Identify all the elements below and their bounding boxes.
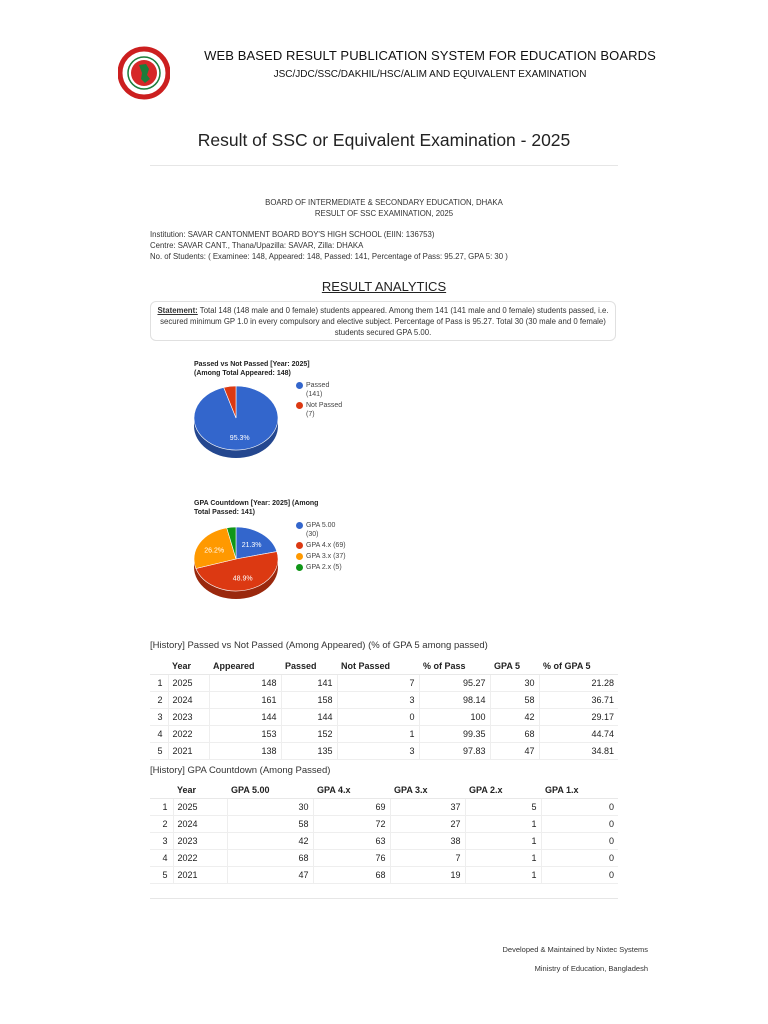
table-cell: 5 [150,743,168,760]
table-cell: 2 [150,692,168,709]
table-cell: 34.81 [539,743,618,760]
table-cell: 0 [337,709,419,726]
table-cell: 1 [150,799,173,816]
table-cell: 47 [490,743,539,760]
table-cell: 97.83 [419,743,490,760]
table-cell: 0 [541,850,618,867]
centre-line: Centre: SAVAR CANT., Thana/Upazilla: SAVAR, Zilla: DHAKA [150,241,364,250]
column-header: % of Pass [419,657,490,675]
table-cell: 3 [150,833,173,850]
table-cell: 3 [337,692,419,709]
table-cell: 5 [150,867,173,884]
table-cell: 1 [337,726,419,743]
institution-line: Institution: SAVAR CANTONMENT BOARD BOY'S HIGH SCHOOL (EIIN: 136753) [150,230,435,239]
legend-label: Passed (141) [306,382,330,398]
table-cell: 2 [150,816,173,833]
table-cell: 2022 [168,726,209,743]
table-cell: 42 [227,833,313,850]
table-cell: 5 [465,799,541,816]
table-cell: 1 [465,833,541,850]
table-cell: 0 [541,816,618,833]
table-cell: 7 [337,675,419,692]
divider-bottom [150,898,618,899]
column-header: Year [173,781,227,799]
board-name: BOARD OF INTERMEDIATE & SECONDARY EDUCATION, DHAKA [265,198,503,207]
table-cell: 153 [209,726,281,743]
legend-label: GPA 3.x (37) [306,553,346,560]
column-header: GPA 3.x [390,781,465,799]
column-header: GPA 4.x [313,781,390,799]
table-cell: 0 [541,799,618,816]
table-cell: 2022 [173,850,227,867]
chart1-svg [190,382,290,470]
table-cell: 0 [541,833,618,850]
table-cell: 44.74 [539,726,618,743]
legend-label: GPA 4.x (69) [306,542,346,549]
column-header: GPA 1.x [541,781,618,799]
table-cell: 21.28 [539,675,618,692]
table-cell: 58 [227,816,313,833]
analytics-title: RESULT ANALYTICS [321,279,447,294]
header-subtitle: JSC/JDC/SSC/DAKHIL/HSC/ALIM AND EQUIVALENT EXAMINATION [273,69,587,80]
column-header: Year [168,657,209,675]
table-cell: 2024 [168,692,209,709]
history-pass-table [150,657,618,760]
table-cell: 95.27 [419,675,490,692]
table-cell: 0 [541,867,618,884]
column-header: Passed [281,657,337,675]
table-cell: 30 [490,675,539,692]
divider [150,165,618,166]
table-cell: 2021 [168,743,209,760]
table-row [150,816,618,833]
table-cell: 144 [281,709,337,726]
column-header [150,781,173,799]
pie-slice-label: 48.9% [232,575,253,583]
header-title: WEB BASED RESULT PUBLICATION SYSTEM FOR EDUCATION BOARDS [204,48,656,63]
table-cell: 158 [281,692,337,709]
table-cell: 161 [209,692,281,709]
legend-label: GPA 5.00 (30) [306,522,336,538]
table1-container [150,657,618,760]
column-header: Appeared [209,657,281,675]
table-cell: 68 [313,867,390,884]
legend-swatch [296,382,303,389]
table-cell: 2023 [168,709,209,726]
table2-caption: [History] GPA Countdown (Among Passed) [150,765,331,776]
students-line: No. of Students: ( Examinee: 148, Appeared: 148, Passed: 141, Percentage of Pass: 95.27, GPA 5: 30 ) [150,252,508,261]
pie-slice-label: 21.3% [241,541,262,549]
legend-label: GPA 2.x (5) [306,564,342,571]
table-cell: 3 [337,743,419,760]
table-cell: 98.14 [419,692,490,709]
table-cell: 36.71 [539,692,618,709]
legend-item [296,401,346,419]
table-row [150,799,618,816]
table-cell: 100 [419,709,490,726]
government-seal-logo [118,45,170,101]
institution-info [150,229,618,262]
legend-swatch [296,553,303,560]
table-row [150,743,618,760]
table-row [150,726,618,743]
table-cell: 30 [227,799,313,816]
table-cell: 135 [281,743,337,760]
table-cell: 63 [313,833,390,850]
table-cell: 2024 [173,816,227,833]
table-cell: 148 [209,675,281,692]
table-row [150,867,618,884]
table-cell: 3 [150,709,168,726]
legend-item [296,381,346,399]
legend-swatch [296,564,303,571]
column-header: GPA 5.00 [227,781,313,799]
legend-swatch [296,402,303,409]
column-header: GPA 5 [490,657,539,675]
table-cell: 141 [281,675,337,692]
table-cell: 69 [313,799,390,816]
table-cell: 144 [209,709,281,726]
table-cell: 42 [490,709,539,726]
table-cell: 38 [390,833,465,850]
table-row [150,833,618,850]
board-heading [150,197,618,219]
legend-item [296,563,346,572]
statement-text: Total 148 (148 male and 0 female) students appeared. Among them 141 (141 male and 0 female) students passed, i.e. secured minimum GP 1.0 in every compulsory and elective subject. Percentage of Pass is 95.27. Total 30 (30 male and 0 female) students secured GPA 5.00. [160,306,609,337]
table-cell: 4 [150,850,173,867]
table-cell: 68 [227,850,313,867]
table-row [150,692,618,709]
exam-name: RESULT OF SSC EXAMINATION, 2025 [314,209,454,218]
chart1-title: Passed vs Not Passed [Year: 2025] (Among Total Appeared: 148) [194,361,310,377]
chart1 [190,382,290,475]
table-cell: 99.35 [419,726,490,743]
legend-swatch [296,522,303,529]
table-row [150,709,618,726]
table-cell: 76 [313,850,390,867]
table-cell: 2025 [173,799,227,816]
table-header-row [150,657,618,675]
statement-box [150,301,616,341]
table-cell: 1 [465,850,541,867]
legend-swatch [296,542,303,549]
footer-ministry: Ministry of Education, Bangladesh [534,964,648,973]
table-cell: 19 [390,867,465,884]
pie-slice-label: 95.3% [229,434,250,442]
table-cell: 68 [490,726,539,743]
column-header: GPA 2.x [465,781,541,799]
table-cell: 1 [465,816,541,833]
table-cell: 138 [209,743,281,760]
footer-developer: Developed & Maintained by Nixtec Systems [502,945,648,954]
table-cell: 58 [490,692,539,709]
table-cell: 2021 [173,867,227,884]
legend-item [296,521,346,539]
page-title: Result of SSC or Equivalent Examination - 2025 [197,130,571,150]
column-header: % of GPA 5 [539,657,618,675]
chart2-legend [296,521,346,574]
table-cell: 72 [313,816,390,833]
table-cell: 2023 [173,833,227,850]
table-cell: 1 [465,867,541,884]
table-cell: 29.17 [539,709,618,726]
legend-item [296,552,346,561]
legend-label: Not Passed (7) [306,402,343,418]
chart2-title: GPA Countdown [Year: 2025] (Among Total Passed: 141) [194,500,319,516]
chart2-svg [190,523,290,611]
chart2 [190,523,290,616]
table-cell: 4 [150,726,168,743]
pie-slice-label: 26.2% [204,547,225,555]
table-row [150,675,618,692]
table2-container [150,781,618,884]
column-header: Not Passed [337,657,419,675]
history-gpa-table [150,781,618,884]
table-cell: 1 [150,675,168,692]
table-row [150,850,618,867]
table-cell: 37 [390,799,465,816]
table-cell: 47 [227,867,313,884]
table1-caption: [History] Passed vs Not Passed (Among Appeared) (% of GPA 5 among passed) [150,640,488,651]
table-cell: 152 [281,726,337,743]
table-cell: 2025 [168,675,209,692]
table-cell: 27 [390,816,465,833]
table-header-row [150,781,618,799]
legend-item [296,541,346,550]
column-header [150,657,168,675]
chart1-legend [296,381,346,421]
statement-label: Statement: [157,306,198,315]
table-cell: 7 [390,850,465,867]
